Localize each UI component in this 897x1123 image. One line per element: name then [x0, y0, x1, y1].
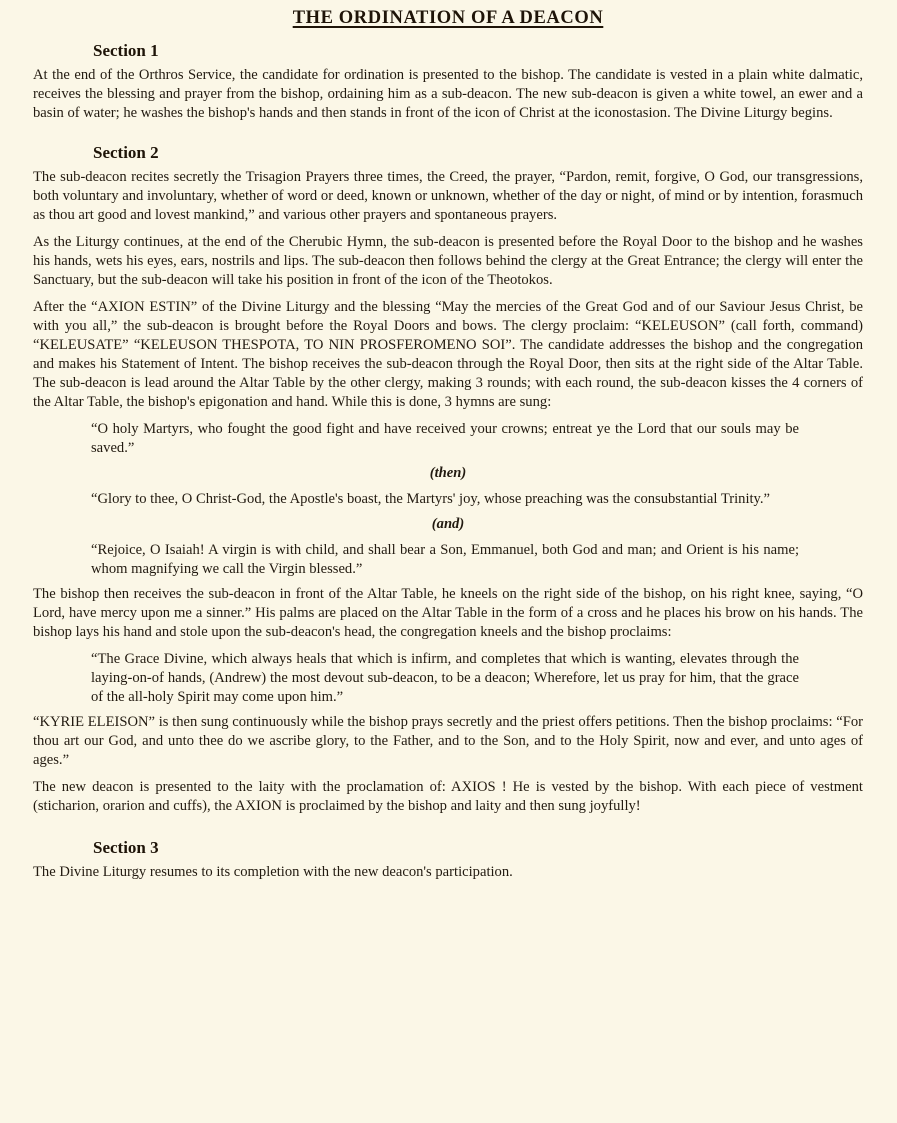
connector-then: (then): [429, 465, 467, 481]
section-2-heading: Section 2: [93, 143, 159, 162]
section-2-paragraph-kneel: The bishop then receives the sub-deacon in front of the Altar Table, he kneels on the right side of the bishop, on his right knee, saying, “O Lord, have mercy upon me a sinner.” His palms are placed on the Altar Table in the form of a cross and he places his brow on his hands. The bishop lays his hand and stole upon the sub-deacon's head, the congregation kneels and the bishop proclaims:: [33, 586, 863, 640]
ordination-prayer: “The Grace Divine, which always heals that which is infirm, and completes that which is wanting, elevates through the laying-on-of hands, (Andrew) the most devout sub-deacon, to be a deacon; Wherefore, let us pray for him, that the grace of the all-holy Spirit may come upon him.”: [91, 651, 799, 705]
section-3-paragraph: The Divine Liturgy resumes to its completion with the new deacon's participation.: [33, 864, 513, 880]
hymn-2: “Glory to thee, O Christ-God, the Apostle's boast, the Martyrs' joy, whose preaching was the consubstantial Trinity.”: [91, 491, 771, 507]
section-1-paragraph: At the end of the Orthros Service, the candidate for ordination is presented to the bishop. The candidate is vested in a plain white dalmatic, receives the blessing and prayer from the bishop, ordaining him as a sub-deacon. The new sub-deacon is given a white towel, an ewer and a basin of water; he washes the bishop's hands and then stands in front of the icon of Christ at the iconostasion. The Divine Liturgy begins.: [33, 67, 863, 121]
section-2-paragraph-cherubic: As the Liturgy continues, at the end of the Cherubic Hymn, the sub-deacon is presented before the Royal Door to the bishop and he washes his hands, wets his eyes, ears, nostrils and lips. The sub-deacon then follows behind the clergy at the Great Entrance; the clergy will enter the Sanctuary, but the sub-deacon will take his position in front of the icon of the Theotokos.: [33, 234, 863, 288]
hymn-3: “Rejoice, O Isaiah! A virgin is with child, and shall bear a Son, Emmanuel, both God and man; and Orient is his name; whom magnifying we call the Virgin blessed.”: [91, 542, 799, 577]
connector-and: (and): [431, 516, 465, 532]
section-3-heading: Section 3: [93, 838, 159, 857]
section-2-paragraph-axios: The new deacon is presented to the laity with the proclamation of: AXIOS ! He is vested by the bishop. With each piece of vestment (sticharion, orarion and cuffs), the AXION is proclaimed by the bishop and laity and then sung joyfully!: [33, 779, 863, 814]
section-2-paragraph-axion: After the “AXION ESTIN” of the Divine Liturgy and the blessing “May the mercies of the Great God and of our Saviour Jesus Christ, be with you all,” the sub-deacon is brought before the Royal Doors and bows. The clergy proclaim: “KELEUSON” (call forth, command) “KELEUSATE” “KELEUSON THESPOTA, TO NIN PROSFEROMENO SOI”. The candidate addresses the bishop and the congregation and makes his Statement of Intent. The bishop receives the sub-deacon through the Royal Door, then sits at the right side of the Altar Table. The sub-deacon is lead around the Altar Table by the other clergy, making 3 rounds; with each round, the sub-deacon kisses the 4 corners of the Altar Table, the bishop's epigonation and hand. While this is done, 3 hymns are sung:: [33, 299, 863, 410]
section-2-paragraph-kyrie: “KYRIE ELEISON” is then sung continuously while the bishop prays secretly and the priest offers petitions. Then the bishop proclaims: “For thou art our God, and unto thee do we ascribe glory, to the Father, and to the Son, and to the Holy Spirit, now and ever, and unto ages of ages.”: [33, 714, 863, 768]
section-2-paragraph-prayers: The sub-deacon recites secretly the Trisagion Prayers three times, the Creed, the prayer, “Pardon, remit, forgive, O God, our transgressions, both voluntary and involuntary, whether of word or deed, known or unknown, whether of the day or night, of mind or by intention, forasmuch as thou art good and lovest mankind,” and various other prayers and spontaneous prayers.: [33, 169, 863, 223]
document-title: THE ORDINATION OF A DEACON: [292, 8, 604, 28]
section-1-heading: Section 1: [93, 41, 159, 60]
hymn-1: “O holy Martyrs, who fought the good fight and have received your crowns; entreat ye the Lord that our souls may be saved.”: [91, 421, 799, 456]
